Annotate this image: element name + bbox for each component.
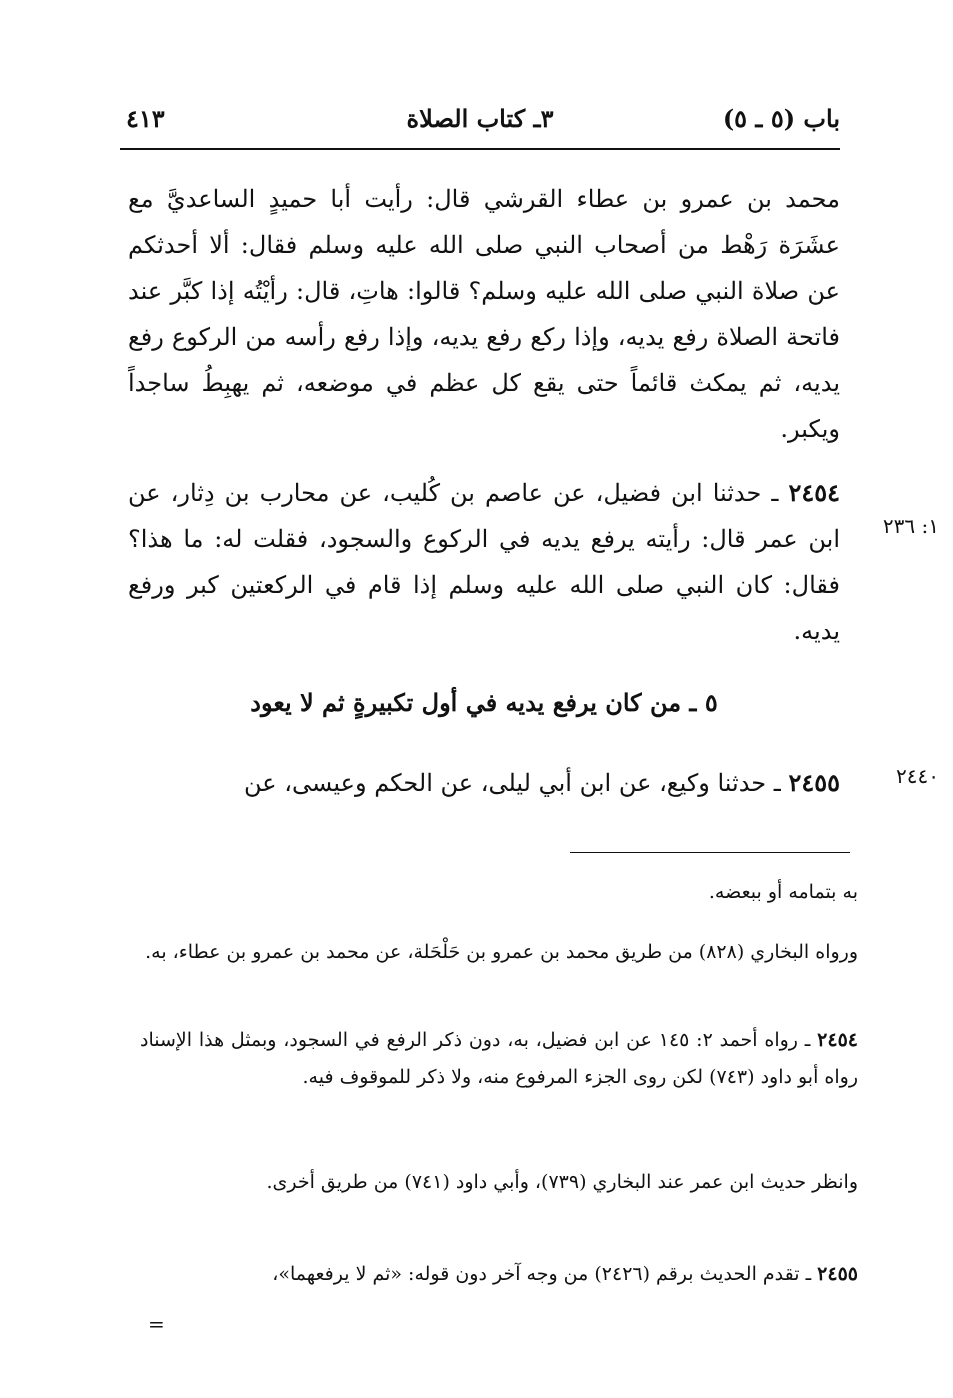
margin-reference: ٢٤٤٠ <box>896 764 939 788</box>
footnote-3 <box>140 1022 858 1096</box>
footnote-1: به بتمامه أو ببعضه. <box>708 881 858 903</box>
hadith-number: ٢٤٥٥ <box>788 768 840 797</box>
section-heading: ٥ ـ من كان يرفع يديه في أول تكبيرةٍ ثم لا يعود <box>250 688 718 717</box>
paragraph-continuation: محمد بن عمرو بن عطاء القرشي قال: رأيت أبا حميدٍ الساعديَّ مع عشَرَة رَهْط من أصحاب النبي صلى الله عليه وسلم فقال: ألا أحدثكم عن صلاة النبي صلى الله عليه وسلم؟ قالوا: هاتِ، قال: رأيْتُه إذا كبَّر عند فاتحة الصلاة رفع يديه، وإذا ركع رفع يديه، وإذا رفع رأسه من الركوع رفع يديه، ثم يمكث قائماً حتى يقع كل عظم في موضعه، ثم يهبِطُ ساجداً ويكبر. <box>128 185 840 443</box>
hadith-text: ـ حدثنا ابن فضيل، عن عاصم بن كُليب، عن محارب بن دِثار، عن ابن عمر قال: رأيته يرفع يديه في الركوع والسجود، فقلت له: ما هذا؟ فقال: كان النبي صلى الله عليه وسلم إذا قام في الركعتين كبر ورفع يديه. <box>128 479 840 645</box>
hadith-number: ٢٤٥٤ <box>788 478 840 507</box>
hadith-2455 <box>128 760 840 806</box>
chapter-title: باب (٥ ـ ٥) <box>722 104 840 133</box>
continuation-mark: = <box>148 1312 165 1336</box>
book-title: ٣ـ كتاب الصلاة <box>406 104 554 133</box>
footnote-4: وانظر حديث ابن عمر عند البخاري (٧٣٩)، وأبي داود (٧٤١) من طريق أخرى. <box>266 1171 858 1193</box>
margin-reference: ١: ٢٣٦ <box>882 514 939 538</box>
footnote-divider <box>570 852 850 853</box>
footnote-2: ورواه البخاري (٨٢٨) من طريق محمد بن عمرو بن حَلْحَلة، عن محمد بن عمرو بن عطاء، به. <box>145 941 858 963</box>
hadith-text: ـ حدثنا وكيع، عن ابن أبي ليلى، عن الحكم وعيسى، عن <box>244 769 789 797</box>
footnote-5 <box>140 1256 858 1293</box>
hadith-2454 <box>128 470 840 654</box>
footnote-number: ٢٤٥٥ <box>817 1263 858 1285</box>
footnote-text: ـ تقدم الحديث برقم (٢٤٢٦) من وجه آخر دون قوله: «ثم لا يرفعهما»، <box>272 1263 818 1285</box>
page-number: ٤١٣ <box>126 104 165 133</box>
footnote-number: ٢٤٥٤ <box>817 1029 858 1051</box>
footnote-text: ـ رواه أحمد ٢: ١٤٥ عن ابن فضيل، به، دون ذكر الرفع في السجود، وبمثل هذا الإسناد رواه أبو داود (٧٤٣) لكن روى الجزء المرفوع منه، ولا ذكر للموقوف فيه. <box>140 1029 858 1088</box>
page-header <box>120 100 840 150</box>
